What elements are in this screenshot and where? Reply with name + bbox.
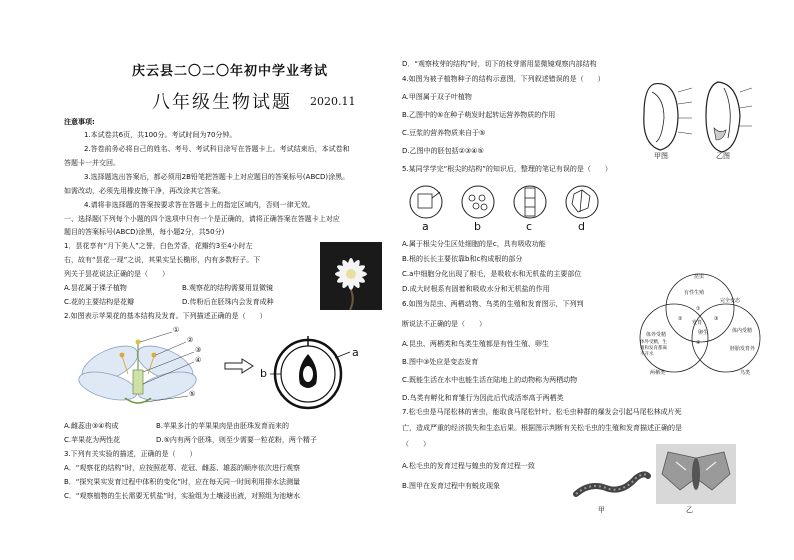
- q1-stem: 右，故有“昙花一现”之说，其果实呈长椭形，内有多数籽子。下: [64, 256, 261, 264]
- q1-option-b: B.观察花的结构需要用显微镜: [182, 284, 274, 292]
- q4-option-a: A.甲图属于双子叶植物: [402, 93, 472, 101]
- fruit-label-a: a: [352, 346, 359, 359]
- q6-option-b: B.图中③处应是变态发育: [402, 358, 479, 366]
- apple-flower-diagram: [70, 326, 220, 418]
- q1-stem: 列关于昙花说法正确的是（ ）: [64, 270, 169, 278]
- venn-label-2: ②: [678, 316, 683, 322]
- flower-label-3: ③: [195, 346, 202, 354]
- apple-fruit-diagram: [260, 334, 360, 414]
- q4-option-b: B.乙图中的⑤在种子萌发时起转运营养物质的作用: [402, 111, 556, 119]
- seed-caption-jia: 甲图: [654, 152, 668, 160]
- q1-option-c: C.花的主要结构是花瓣: [64, 298, 135, 306]
- notice-heading: 注意事项:: [64, 118, 95, 126]
- notice-item: 3.选择题选出答案后，都必须用2B铅笔把答题卡上对应题目的答案标号(ABCD)涂黑。: [84, 173, 350, 181]
- section-heading: 题目的答案标号(ABCD)涂黑，每小题2分，共50分): [64, 228, 225, 236]
- exam-date: 2020.11: [310, 95, 356, 108]
- reproduction-venn-diagram: [634, 270, 766, 380]
- notice-item: 如需改动，必须先用橡皮擦干净，再改涂其它答案。: [64, 187, 225, 195]
- venn-label-3: ③: [714, 316, 719, 322]
- flower-label-1: ①: [173, 326, 180, 334]
- cell-label-a: a: [422, 220, 429, 233]
- venn-center: 发育: [692, 320, 703, 326]
- venn-note: 体外受精: [646, 332, 667, 338]
- q2-stem: 2.如图表示苹果花的基本结构及发育。下列描述正确的是（ ）: [64, 312, 267, 320]
- root-tip-cells-diagram: [406, 182, 606, 236]
- q7-option-b: B.图甲在发育过程中有蜕皮现象: [402, 482, 501, 490]
- q6-stem: 6.如图为昆虫、两栖动物、鸟类的生殖和发育图示，下列判: [402, 300, 584, 308]
- q5-option-c: C.a中细胞分化出现了根毛，是吸收水和无机盐的主要部位: [402, 270, 582, 278]
- q3-option-d: D．“观察枝芽的结构”时，切下的枝芽需用显微镜观察内部结构: [402, 60, 597, 68]
- fruit-label-b: b: [260, 367, 267, 380]
- q6-option-d: D.鸟类有孵化和育雏行为因此后代成活率高于两栖类: [402, 394, 564, 402]
- q6-option-a: A.昆虫、两栖类和鸟类生殖都是有性生殖、卵生: [402, 340, 549, 348]
- q7-stem: 亡，造成严重的经济损失和生态后果。根据图示判断有关松毛虫的生殖和发育描述正确的是: [402, 424, 682, 432]
- notice-item: 4.请将非选择题的答案按要求答在答题卡上的指定区域内，否则一律无效。: [84, 201, 315, 209]
- q4-option-d: D.乙图中的胚包括②③④⑤: [402, 147, 484, 155]
- q6-stem-2: 断说法不正确的是（ ）: [402, 320, 486, 328]
- q3-stem: 3.下列有关实验的描述，正确的是（ ）: [64, 450, 197, 458]
- venn-amphibian: 两栖类: [650, 370, 666, 376]
- q3-option-b: B．“探究果实发育过程中体积的变化”时，应在每天同一时间利用排水法测量: [64, 478, 301, 486]
- venn-insect: 昆虫: [694, 274, 705, 280]
- seed-caption-yi: 乙图: [716, 152, 730, 160]
- cell-label-c: c: [526, 220, 533, 233]
- q2-option-b: B.苹果多汁的苹果果肉是由胚珠发育而来的: [156, 422, 290, 430]
- q2-option-d: D.⑤内有两个胚珠，则至少需要一粒花粉，两个精子: [156, 436, 317, 444]
- q5-option-a: A.属于根尖分生区处细胞的是c，具有吸收功能: [402, 240, 546, 248]
- q4-option-c: C.豆浆的营养物质来自于⑤: [402, 129, 486, 137]
- notice-item: 2.答卷前务必将自己的姓名、考号、考试科目涂写在答题卡上。考试结束后，本试卷和: [84, 145, 350, 153]
- venn-note: 体外受精，生殖和发育都离不开水: [640, 340, 667, 358]
- notice-item: 1.本试卷共6页，共100分。考试时间为70分钟。: [84, 131, 237, 139]
- right-column: [402, 0, 767, 560]
- cell-label-d: d: [578, 220, 585, 233]
- q4-stem: 4.如图为被子植物种子的结构示意图，下列叙述错误的是（ ）: [402, 75, 605, 83]
- caption-yi: 乙: [686, 506, 693, 514]
- flower-label-4: ④: [195, 356, 202, 364]
- caterpillar-photo: [570, 464, 652, 518]
- cereus-flower-photo: [320, 242, 382, 310]
- venn-label-4: ④: [696, 340, 701, 346]
- q5-option-b: B.根的长长主要依靠b和c构成根的部分: [402, 255, 523, 263]
- cell-label-b: b: [474, 220, 481, 233]
- venn-note: 卵生: [698, 330, 709, 336]
- venn-note: 完全变态: [720, 298, 741, 304]
- q1-option-a: A.昙花属于裸子植物: [64, 284, 127, 292]
- q1-option-d: D.传粉后在胚珠内会发育成种: [182, 298, 274, 306]
- q5-option-d: D.成大时根系有固着和吸收水分和无机盐的作用: [402, 285, 550, 293]
- seed-structure-diagram: [634, 78, 766, 164]
- section-heading: 一、选择题(下列每个小题的四个选项中只有一个是正确的，请将正确答案在答题卡上对应: [64, 215, 340, 223]
- notice-item: 答题卡一并交回。: [64, 159, 120, 167]
- q6-option-c: C.既能生活在水中也能生活在陆地上的动物称为两栖动物: [402, 376, 578, 384]
- q5-stem: 5.某同学学完“根尖的结构”的知识后，整理的笔记有误的是（ ）: [402, 165, 612, 173]
- moth-photo: [656, 444, 736, 518]
- exam-title: 庆云县二〇二〇年初中学业考试: [132, 64, 329, 79]
- q1-stem: 1．昙花享有“月下美人”之誉，白色芳香，花瓣约3至4小时左: [64, 242, 253, 250]
- venn-note: 体内受精: [732, 328, 753, 334]
- q7-stem: 7.松毛虫是马尾松林的害虫，能取食马尾松针叶。松毛虫种群的爆发会引起马尾松林成片死: [402, 408, 682, 416]
- venn-note: 胚胎发育外: [730, 346, 756, 352]
- venn-bird: 鸟类: [740, 370, 751, 376]
- q3-option-c: C．“观察植物的生长需要无机盐”时，实验组为土壤浸出液，对照组为池塘水: [64, 492, 301, 500]
- flower-label-2: ②: [187, 336, 194, 344]
- venn-note: 有性生殖: [684, 290, 705, 296]
- q7-stem: （ ）: [402, 440, 430, 448]
- q3-option-a: A．“观察花的结构”时，应按照花萼、花冠、雌蕊、雄蕊的顺序依次进行观察: [64, 464, 301, 472]
- q2-option-c: C.苹果花为两性花: [64, 436, 121, 444]
- flower-label-5: ⑤: [189, 390, 196, 398]
- develop-arrow-icon: [224, 358, 254, 374]
- venn-label-1: ①: [696, 306, 701, 312]
- exam-subtitle: 八年级生物试题: [152, 92, 292, 113]
- q2-option-a: A.雌蕊由③④构成: [64, 422, 119, 430]
- left-column: [64, 0, 394, 560]
- q7-option-a: A.松毛虫的发育过程与蝗虫的发育过程一致: [402, 462, 535, 470]
- caption-jia: 甲: [598, 506, 605, 514]
